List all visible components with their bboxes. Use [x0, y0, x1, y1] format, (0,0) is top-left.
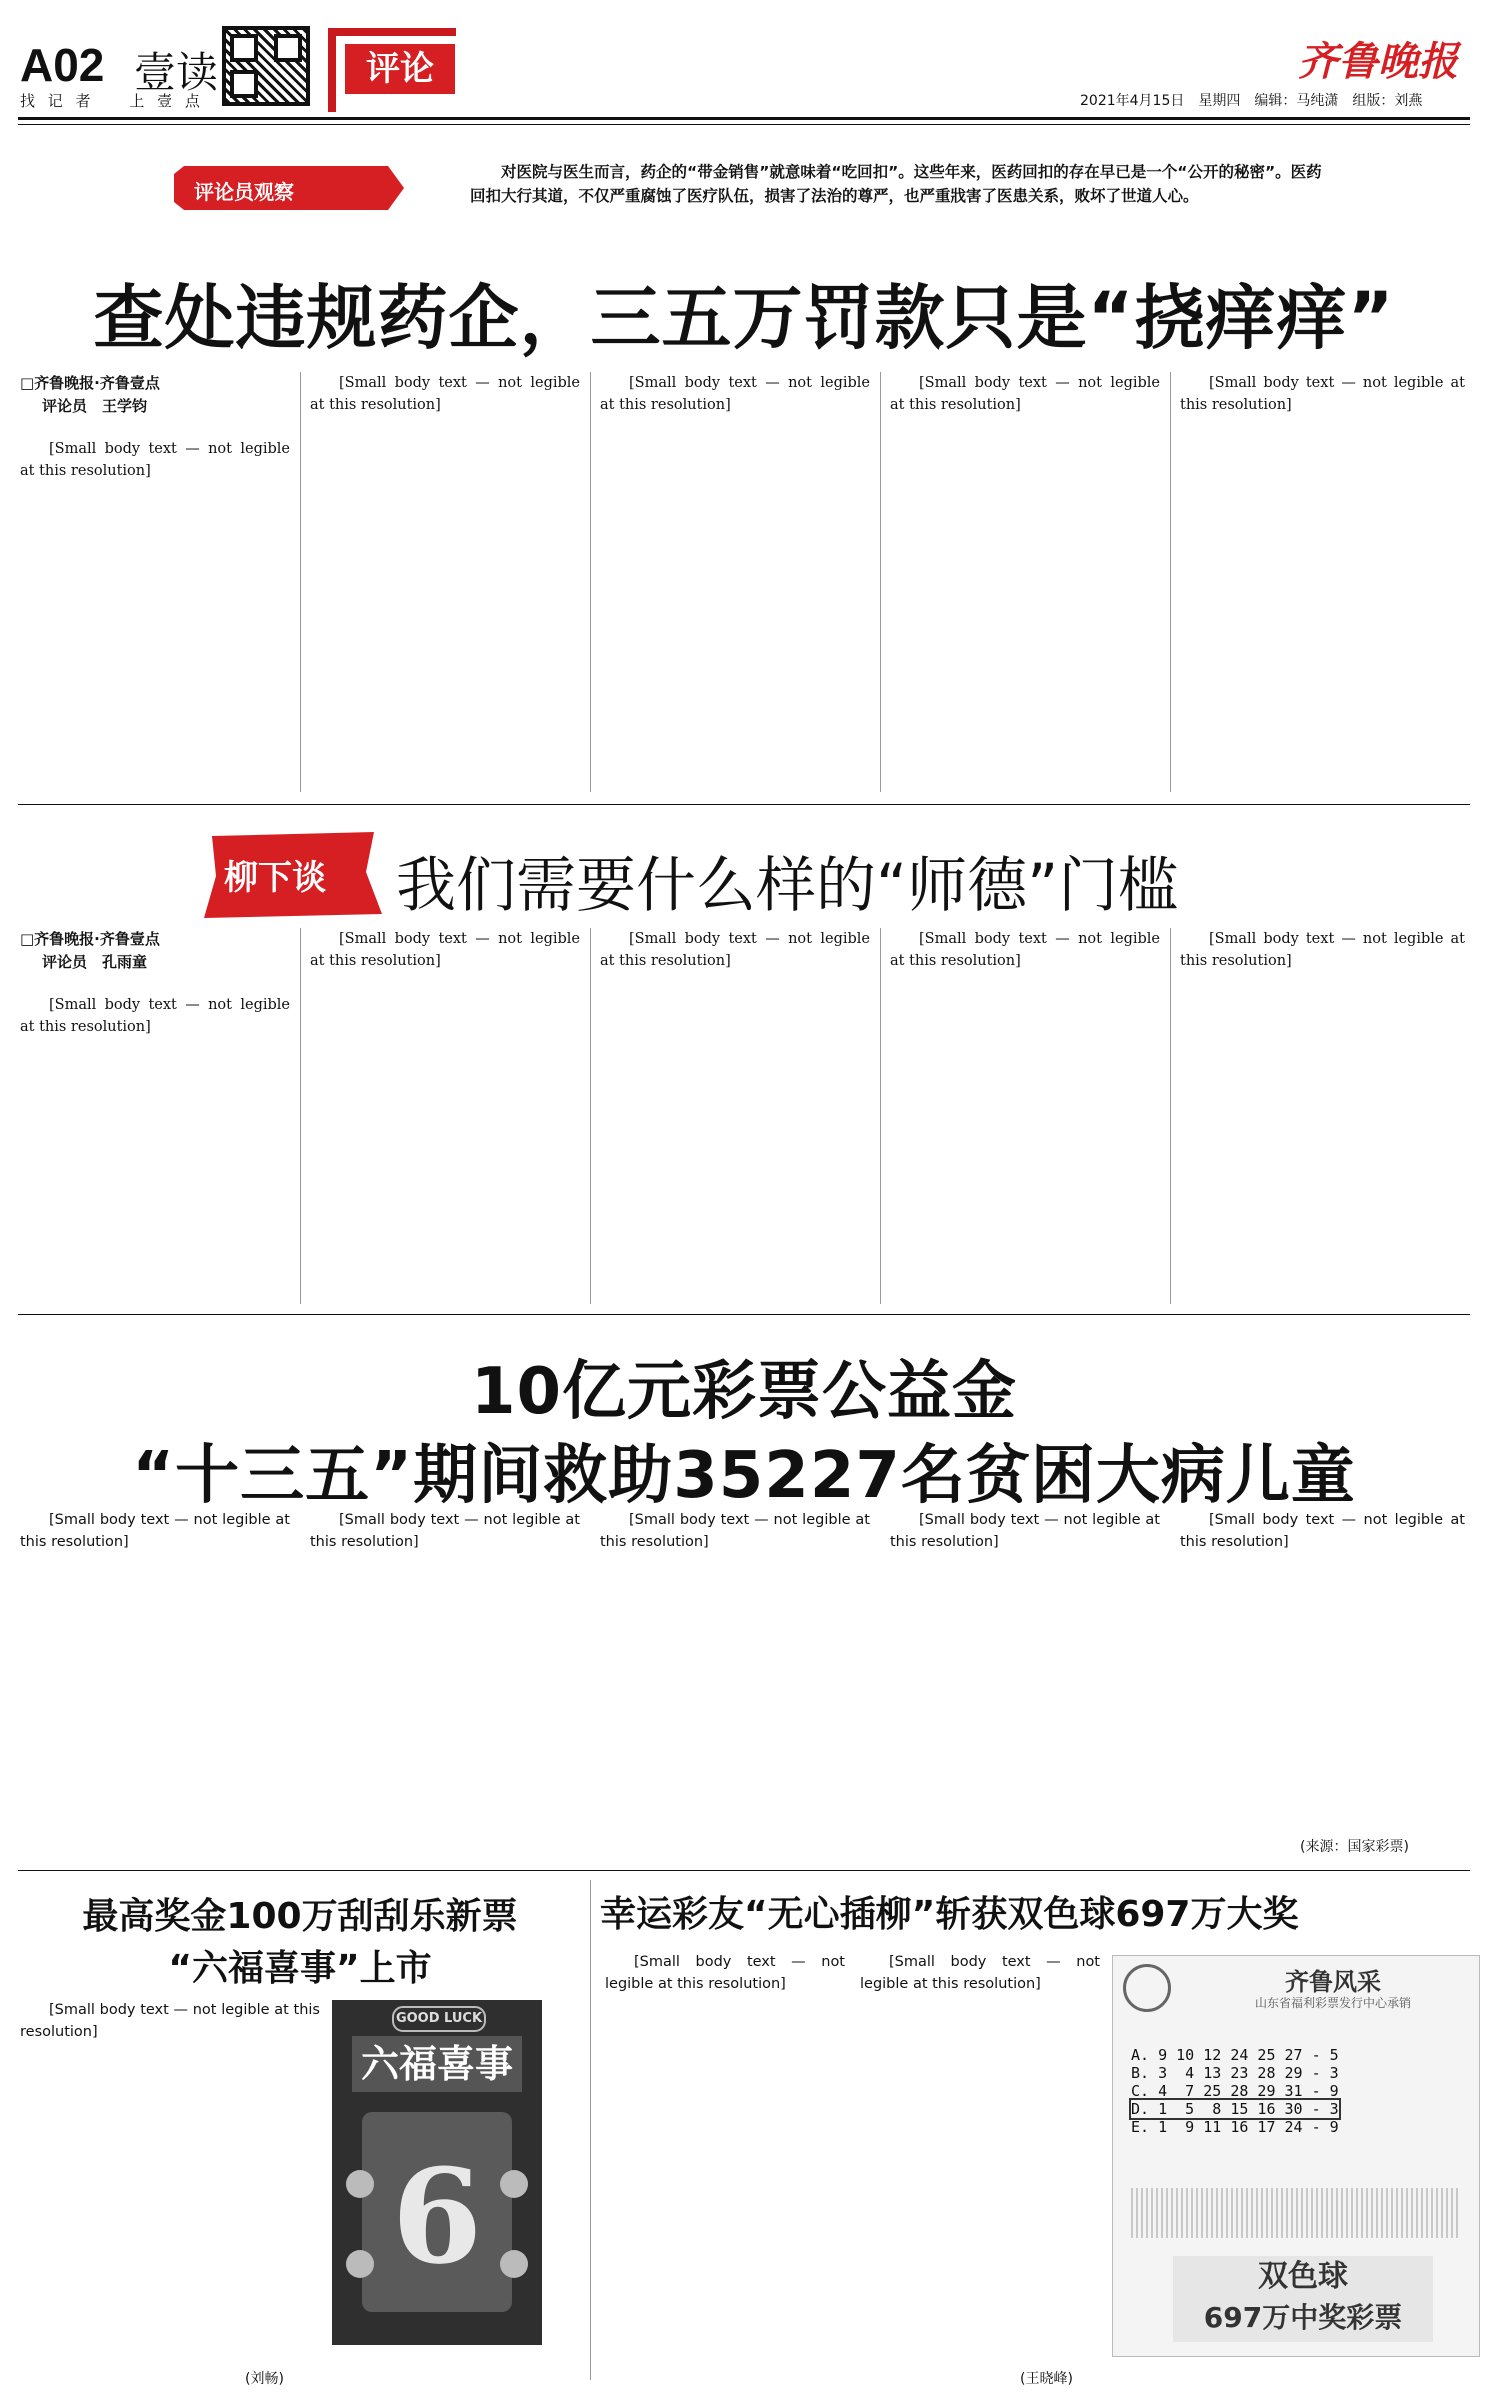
header-rule [18, 117, 1470, 120]
page-number: A02 [20, 39, 105, 91]
ticket-title: 齐鲁风采 [1285, 1968, 1381, 1996]
ticket-caption-1: 双色球 [1258, 2259, 1348, 2294]
poster-coin [500, 2250, 528, 2278]
article3-source: (来源：国家彩票) [1300, 1839, 1409, 1855]
category-tag: 评论 [345, 44, 455, 94]
article3-col-4: [Small body text — not legible at this resolution] [890, 1512, 1160, 1550]
article2-byline [20, 928, 290, 975]
qr-code-icon[interactable] [222, 26, 310, 106]
poster-coin [500, 2170, 528, 2198]
article5-col-1: [Small body text — not legible at this resolution] [605, 1954, 845, 1992]
article3-col-5: [Small body text — not legible at this resolution] [1180, 1512, 1465, 1550]
column-tag-observer [180, 172, 380, 208]
article1-col-5: [Small body text — not legible at this resolution] [1180, 375, 1465, 414]
article5-author: (王晓峰) [1020, 2371, 1073, 2387]
header-rule-thin [18, 124, 1470, 125]
article2-col-2: [Small body text — not legible at this resolution] [310, 931, 580, 970]
article2-col-1: [Small body text — not legible at this resolution] [20, 997, 290, 1036]
poster-title: 六福喜事 [352, 2036, 522, 2092]
article3-headline-2: “十三五”期间救助35227名贫困大病儿童 [132, 1439, 1356, 1513]
column-divider [1170, 928, 1171, 1304]
article1-headline: 查处违规药企，三五万罚款只是“挠痒痒” [93, 277, 1395, 359]
column-divider [1170, 372, 1171, 792]
nav-find-reporter: 找 记 者 [20, 92, 95, 110]
column-divider [590, 1880, 591, 2380]
nav-shangyidian: 上 壹 点 [129, 92, 204, 110]
article1-col-1: [Small body text — not legible at this resolution] [20, 441, 290, 480]
article3-headline-1: 10亿元彩票公益金 [470, 1355, 1018, 1429]
poster-coin [346, 2250, 374, 2278]
byline-author: 评论员 孔雨童 [42, 953, 148, 972]
article4-author: (刘畅) [245, 2371, 284, 2387]
ticket-fine-print [1131, 2188, 1461, 2238]
poster-coin [346, 2170, 374, 2198]
article5-headline: 幸运彩友“无心插柳”斩获双色球697万大奖 [600, 1894, 1299, 1935]
article1-col-4: [Small body text — not legible at this resolution] [890, 375, 1160, 414]
byline-outlet: □齐鲁晚报·齐鲁壹点 [20, 374, 160, 392]
column-tag-liuxiatan [210, 836, 380, 916]
article4-body: [Small body text — not legible at this resolution] [20, 2002, 320, 2040]
article4-headline-2: “六福喜事”上市 [168, 1948, 432, 1989]
article1-byline [20, 372, 290, 419]
article1-col-3: [Small body text — not legible at this resolution] [600, 375, 870, 414]
ticket-caption-box [1173, 2256, 1433, 2342]
article3-col-1: [Small body text — not legible at this resolution] [20, 1512, 290, 1550]
article4-headline-1: 最高奖金100万刮刮乐新票 [82, 1896, 518, 1937]
article2-col-5: [Small body text — not legible at this resolution] [1180, 931, 1465, 970]
article2-headline: 我们需要什么样的“师德”门槛 [396, 851, 1179, 921]
date-editor-line: 2021年4月15日 星期四 编辑：马纯潇 组版：刘燕 [1080, 93, 1423, 109]
ticket-subtitle: 山东省福利彩票发行中心承销 [1254, 1996, 1411, 2010]
lottery-ticket-image [1112, 1955, 1480, 2357]
article3-col-2: [Small body text — not legible at this resolution] [310, 1512, 580, 1550]
column-divider [880, 928, 881, 1304]
article2-col-4: [Small body text — not legible at this resolution] [890, 931, 1160, 970]
ticket-row: B. 3 4 13 23 28 29 - 3 [1131, 2064, 1339, 2082]
ticket-row: C. 4 7 25 28 29 31 - 9 [1131, 2082, 1339, 2100]
ticket-caption-2: 697万中奖彩票 [1203, 2301, 1403, 2334]
nav-text [20, 90, 204, 111]
section-rule [18, 804, 1470, 805]
poster-badge: GOOD LUCK [392, 2006, 486, 2032]
section-rule [18, 1314, 1470, 1315]
section-name: 壹读 [134, 48, 219, 97]
ticket-row-winning: D. 1 5 8 15 16 30 - 3 [1131, 2100, 1339, 2118]
ticket-row: E. 1 9 11 16 17 24 - 9 [1131, 2118, 1339, 2136]
article3-col-3: [Small body text — not legible at this resolution] [600, 1512, 870, 1550]
article1-summary: 对医院与医生而言，药企的“带金销售”就意味着“吃回扣”。这些年来，医药回扣的存在早已是一个“公开的秘密”。医药回扣大行其道，不仅严重腐蚀了医疗队伍，损害了法治的尊严，也严重戕害了医患关系，败坏了世道人心。 [470, 163, 1322, 206]
article5-col-2: [Small body text — not legible at this resolution] [860, 1954, 1100, 1992]
article1-col-2: [Small body text — not legible at this resolution] [310, 375, 580, 414]
ticket-row: A. 9 10 12 24 25 27 - 5 [1131, 2046, 1339, 2064]
column-tag-label: 评论员观察 [194, 180, 294, 204]
byline-outlet: □齐鲁晚报·齐鲁壹点 [20, 930, 160, 948]
column-divider [880, 372, 881, 792]
column-divider [590, 928, 591, 1304]
lottery-poster-image [332, 2000, 542, 2345]
column-divider [300, 928, 301, 1304]
welfare-lottery-logo-icon [1123, 1964, 1171, 2012]
article2-col-3: [Small body text — not legible at this resolution] [600, 931, 870, 970]
column-divider [300, 372, 301, 792]
byline-author: 评论员 王学钧 [42, 397, 148, 416]
column-tag-label: 柳下谈 [224, 858, 326, 898]
ticket-rows [1131, 2046, 1339, 2136]
column-divider [590, 372, 591, 792]
masthead-logo: 齐鲁晚报 [1298, 38, 1458, 85]
poster-number: 6 [391, 2140, 483, 2293]
section-rule [18, 1870, 1470, 1871]
